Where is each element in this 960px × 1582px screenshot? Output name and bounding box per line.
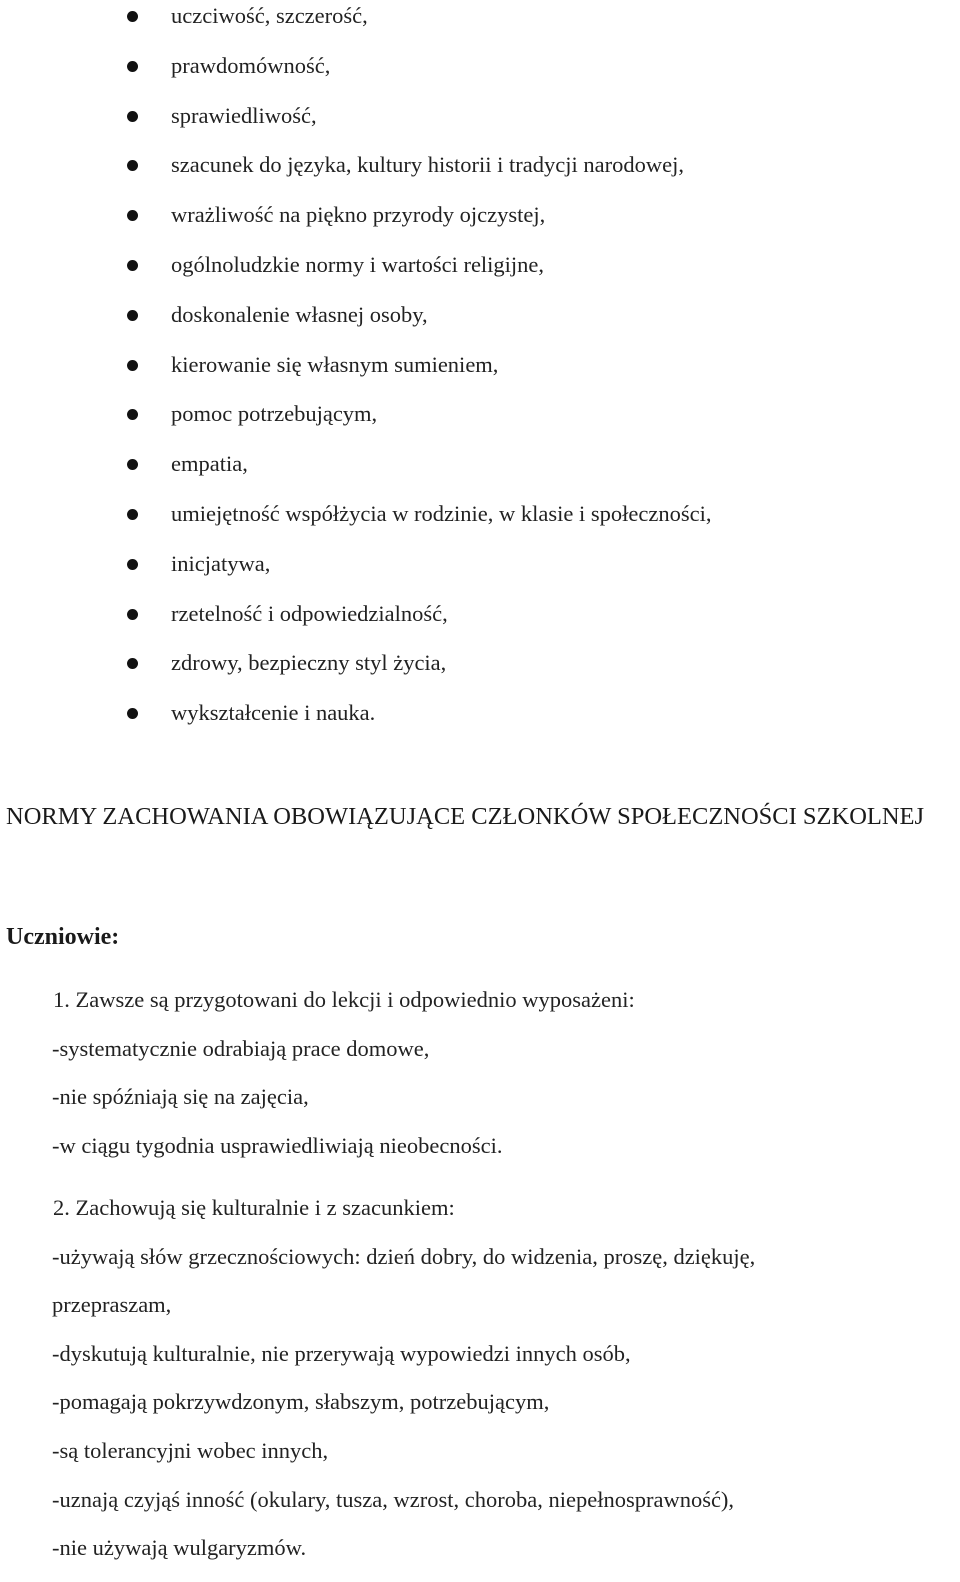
bullet-dot-icon xyxy=(127,459,138,470)
list-item: doskonalenie własnej osoby, xyxy=(0,300,960,350)
list-item: inicjatywa, xyxy=(0,549,960,599)
rule-1-title: 1. Zawsze są przygotowani do lekcji i odpowiednio wyposażeni: xyxy=(53,987,635,1012)
list-item: kierowanie się własnym sumieniem, xyxy=(0,350,960,400)
bullet-dot-icon xyxy=(127,409,138,420)
list-item: pomoc potrzebującym, xyxy=(0,399,960,449)
list-item: wrażliwość na piękno przyrody ojczystej, xyxy=(0,200,960,250)
list-item: -uznają czyjąś inność (okulary, tusza, wzrost, choroba, niepełnosprawność), xyxy=(52,1486,735,1512)
list-item: prawdomówność, xyxy=(0,51,960,101)
bullet-dot-icon xyxy=(127,61,138,72)
bullet-dot-icon xyxy=(127,11,138,22)
rule-2-block xyxy=(0,1193,960,1582)
students-subheading: Uczniowie: xyxy=(6,924,120,950)
list-item: rzetelność i odpowiedzialność, xyxy=(0,599,960,649)
list-item: empatia, xyxy=(0,449,960,499)
list-item: -pomagają pokrzywdzonym, słabszym, potrzebującym, xyxy=(52,1389,550,1415)
list-item: -nie spóźniają się na zajęcia, xyxy=(52,1084,309,1110)
bullet-dot-icon xyxy=(127,509,138,520)
list-item: -dyskutują kulturalnie, nie przerywają wypowiedzi innych osób, xyxy=(52,1340,631,1366)
list-item: przepraszam, xyxy=(52,1292,172,1318)
bullet-dot-icon xyxy=(127,360,138,371)
bullet-dot-icon xyxy=(127,559,138,570)
bullet-dot-icon xyxy=(127,609,138,620)
rule-1-block xyxy=(0,985,960,1179)
bullet-dot-icon xyxy=(127,310,138,321)
bullet-dot-icon xyxy=(127,260,138,271)
list-item: -są tolerancyjni wobec innych, xyxy=(52,1437,329,1463)
list-item: ogólnoludzkie normy i wartości religijne, xyxy=(0,250,960,300)
bullet-dot-icon xyxy=(127,658,138,669)
list-item: sprawiedliwość, xyxy=(0,101,960,151)
bullet-dot-icon xyxy=(127,210,138,221)
bullet-dot-icon xyxy=(127,111,138,122)
list-item: -systematycznie odrabiają prace domowe, xyxy=(52,1035,430,1061)
bullet-dot-icon xyxy=(127,708,138,719)
bullet-dot-icon xyxy=(127,160,138,171)
list-item: zdrowy, bezpieczny styl życia, xyxy=(0,648,960,698)
rule-2-title: 2. Zachowują się kulturalnie i z szacunkiem: xyxy=(53,1195,455,1220)
values-bullet-list xyxy=(0,1,960,748)
section-heading: NORMY ZACHOWANIA OBOWIĄZUJĄCE CZŁONKÓW SPOŁECZNOŚCI SZKOLNEJ xyxy=(6,803,925,830)
list-item: -nie używają wulgaryzmów. xyxy=(52,1535,307,1561)
list-item: uczciwość, szczerość, xyxy=(0,1,960,51)
list-item: -w ciągu tygodnia usprawiedliwiają nieobecności. xyxy=(52,1132,503,1158)
list-item: -używają słów grzecznościowych: dzień dobry, do widzenia, proszę, dziękuję, xyxy=(52,1243,756,1269)
list-item: wykształcenie i nauka. xyxy=(0,698,960,748)
list-item: umiejętność współżycia w rodzinie, w klasie i społeczności, xyxy=(0,499,960,549)
list-item: szacunek do języka, kultury historii i tradycji narodowej, xyxy=(0,150,960,200)
